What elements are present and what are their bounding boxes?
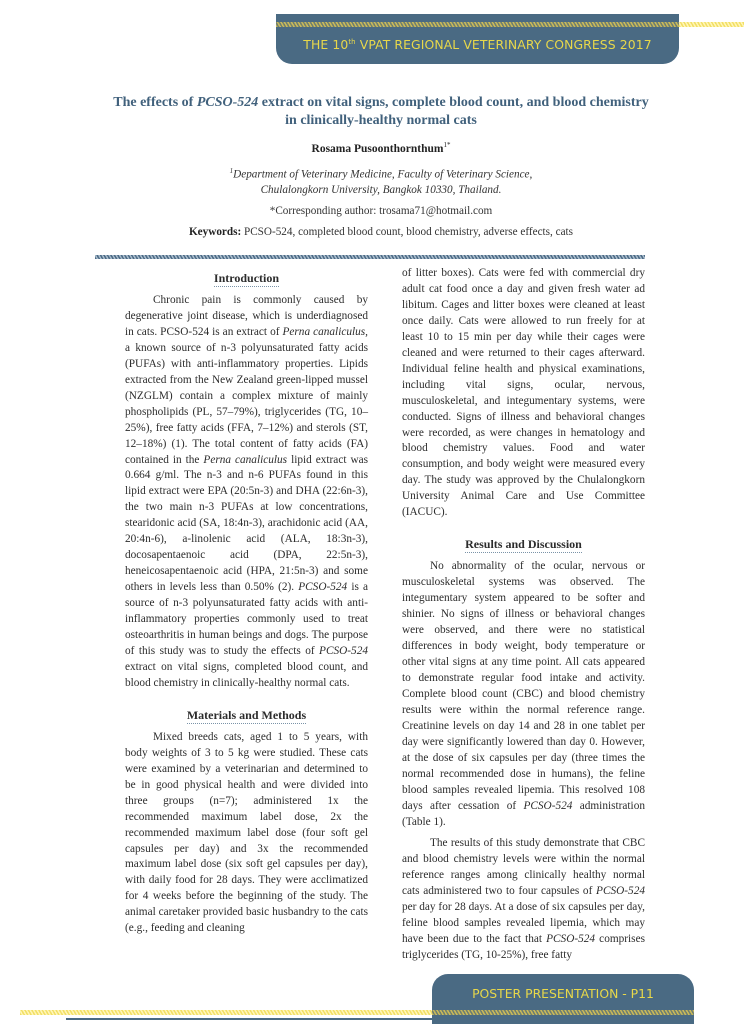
keywords: [86, 226, 676, 238]
species-name: Perna canaliculus,: [282, 325, 368, 338]
paper-title: [86, 94, 676, 130]
keywords-label: Keywords:: [188, 225, 242, 238]
body-text: is a source of n-3 polyunsaturated fatty acids with anti-inflammatory properties commonly used to treat osteoarthritis in human beings and dogs. The purpose of this study was to study the effects of: [125, 581, 368, 657]
corresponding-author: *Corresponding author: trosama71@hotmail.com: [269, 204, 493, 217]
product-name: PCSO-524: [319, 644, 368, 657]
paper-header: [86, 94, 676, 238]
footer-rope-decoration: [20, 1010, 452, 1015]
results-paragraph: [402, 559, 645, 830]
body-text: No abnormality of the ocular, nervous or musculoskeletal systems was observed. The integumentary system appeared to be softer and shinier. No signs of illness or behavioral changes were observed, and there were no statistical differences in body weight, body temperature or other vital signs at any time point. All cats appeared to demonstrate regular food intake and activity. Complete blood count (CBC) and blood chemistry results were within the normal reference range. Creatinine levels on day 14 and 28 in one tablet per day were significantly lowered than day 0. However, at the dose of six capsules per day (three times the normal recommended dose in humans), the feline blood samples revealed lipemia. This resolved 108 days after cessation of: [402, 560, 645, 812]
body-text: lipid extract was 0.664 g/ml. The n-3 and n-6 PUFAs found in this lipid extract were EPA (20:5n-3) and DHA (22:6n-3), the two main n-3 PUFAs at low concentrations, stearidonic acid (SA, 18:4n-3), arachidonic acid (AA, 20:4n-6), a-linolenic acid (ALA, 18:3n-3), docosapentaenoic acid (DPA, 22:5n-3), heneicosapentaenoic acid (HPA, 21:5n-3) and some others in levels less than 0.50% (2).: [125, 453, 369, 594]
section-heading-text: Materials and Methods: [186, 707, 307, 722]
section-heading-text: Introduction: [213, 271, 280, 285]
product-name: PCSO-524: [523, 799, 573, 812]
title-text: extract on vital signs, complete blood count, and blood chemistry: [258, 95, 649, 110]
species-name: Perna canaliculus: [203, 453, 288, 466]
body-text: The results of this study demonstrate that CBC and blood chemistry levels were within the normal reference ranges among clinically healthy normal cats administered two to four capsules of: [402, 837, 645, 898]
body-text: administration (Table 1).: [402, 799, 645, 828]
author-affiliation-mark: 1*: [443, 141, 451, 149]
product-name: PCSO-524: [298, 581, 348, 594]
congress-title: [276, 37, 679, 52]
results-heading: [402, 536, 645, 553]
body-text: Chronic pain is commonly caused by degenerative joint disease, which is underdiagnosed in cats. PCSO-524 is an extract of: [125, 294, 368, 338]
title-text-line2: in clinically-healthy normal cats: [285, 113, 477, 128]
header-rope-decoration-inner: [276, 22, 679, 27]
affiliation-line: Chulalongkorn University, Bangkok 10330, Thailand.: [260, 183, 502, 196]
introduction-heading: [125, 270, 368, 287]
product-name: PCSO-524: [596, 885, 645, 898]
footer-rope-decoration-inner: [432, 1010, 694, 1015]
title-text: The effects of: [113, 95, 197, 110]
introduction-paragraph: [125, 293, 368, 692]
keywords-text: PCSO-524, completed blood count, blood chemistry, adverse effects, cats: [241, 225, 574, 238]
product-name: PCSO-524: [546, 933, 596, 946]
title-product-name: PCSO-524: [196, 95, 259, 110]
author-name: Rosama Pusoonthornthum: [311, 142, 444, 155]
affiliation-line: Department of Veterinary Medicine, Faculty of Veterinary Science,: [233, 168, 533, 181]
body-text: per day for 28 days. At a dose of six capsules per day, feline blood samples revealed lipemia, which may have been due to the fact that: [402, 901, 645, 946]
body-text: comprises triglycerides (TG, 10-25%), free fatty: [402, 933, 645, 962]
affiliation-mark: 1: [229, 166, 234, 175]
header-rope-decoration: [679, 22, 744, 27]
results-paragraph: [402, 836, 645, 964]
left-column: [125, 266, 368, 937]
methods-paragraph: Mixed breeds cats, aged 1 to 5 years, with body weights of 3 to 5 kg were studied. These cats were examined by a veterinarian and determined to be in good physical health and were divided into three groups (n=7); administered 1x the recommended maximum label dose, 2x the recommended maximum label dose (four soft gel capsules per day) and 3x the recommended maximum label dose (six soft gel capsules per day), with daily food for 28 days. They were acclimatized for 4 weeks before the beginning of the study. The animal caretaker provided basic husbandry to the cats (e.g., feeding and cleaning: [125, 730, 368, 935]
footer-line: [66, 1018, 432, 1020]
section-heading-text: Results and Discussion: [465, 537, 582, 552]
methods-heading: [125, 707, 368, 724]
body-text: a known source of n-3 polyunsaturated fatty acids (PUFAs) with anti-inflammatory properties. Lipids extracted from the New Zealand green-lipped mussel (NZGLM) contain a complex mixture of mainly phospholipids (PL, 57–79%), triglycerides (TG, 10–25%), free fatty acids (FFA, 7–12%) and sterols (ST, 12–18%) (1). The total content of fatty acids (FA) contained in the: [125, 341, 368, 466]
affiliation: [86, 164, 676, 198]
congress-title-ordinal: th: [348, 37, 356, 46]
congress-header-banner: [276, 14, 679, 64]
right-column: [402, 266, 645, 964]
author: [86, 141, 676, 155]
congress-title-prefix: THE 10: [303, 37, 349, 52]
title-divider: [95, 255, 645, 259]
methods-paragraph-continued: of litter boxes). Cats were fed with commercial dry adult cat food once a day and given fresh water ad libitum. Cages and litter boxes were cleaned at least once daily. Cats were allowed to run freely for at least 10 to 15 min per day while their cages were cleaned and were returned to their cages afterward. Individual feline health and physical examinations, including vital signs, ocular, nervous, musculoskeletal, and integumentary systems, were conducted. Signs of illness and behavioral changes were recorded, as were changes in hematology and blood chemistry values. Food and water consumption, and body weight were measured every day. The study was approved by the Chulalongkorn University Animal Care and Use Committee (IACUC).: [402, 267, 645, 519]
body-text: extract on vital signs, completed blood count, and blood chemistry in clinically-healthy normal cats.: [125, 660, 368, 689]
poster-presentation-label: POSTER PRESENTATION - P11: [472, 986, 654, 1001]
congress-title-suffix: VPAT REGIONAL VETERINARY CONGRESS 2017: [355, 37, 652, 52]
footer-banner: [432, 974, 694, 1024]
